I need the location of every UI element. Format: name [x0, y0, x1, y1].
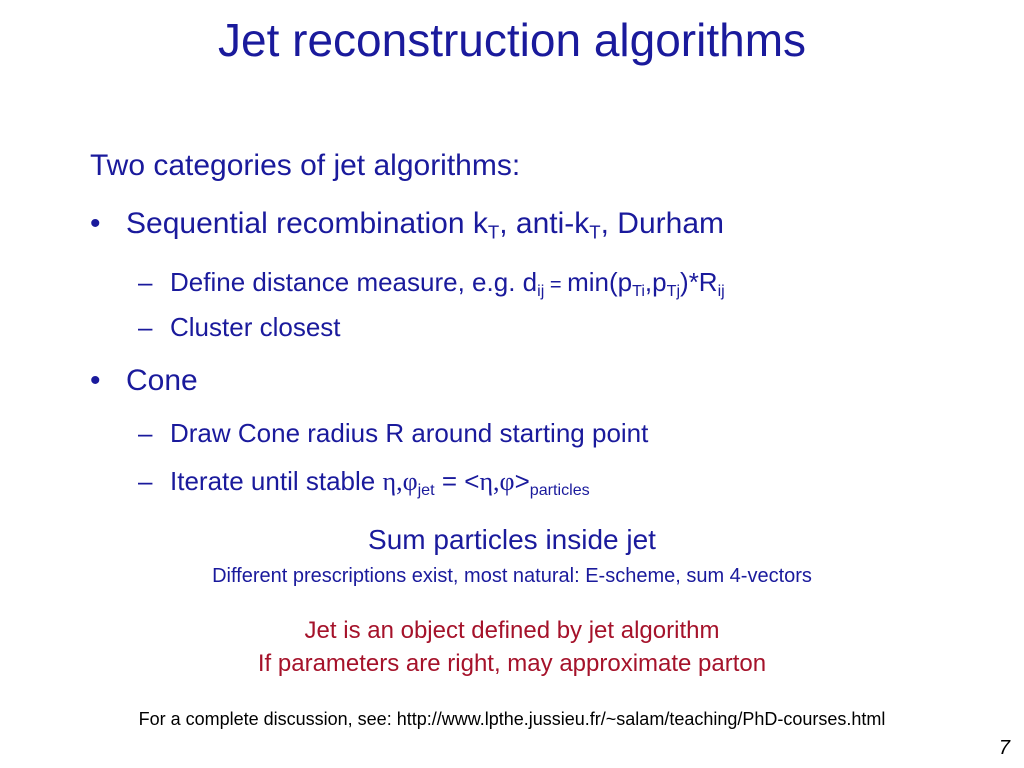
distance-sub-ij: ij — [537, 281, 545, 300]
sub-item-iterate — [138, 464, 590, 499]
remark-line-2: If parameters are right, may approximate parton — [257, 650, 767, 677]
bullet-sequential — [90, 204, 724, 244]
footer-reference: For a complete discussion, see: http://www.lpthe.jussieu.fr/~salam/teaching/PhD-courses.html — [138, 709, 886, 729]
distance-eq: = — [544, 274, 568, 296]
dash-icon: – — [138, 466, 153, 496]
distance-mid: min(p — [567, 267, 633, 297]
distance-pre: Define distance measure, e.g. d — [170, 267, 538, 297]
distance-sub-ij2: ij — [717, 281, 725, 300]
iterate-pre: Iterate until stable — [170, 466, 383, 496]
bullet-cone — [90, 361, 198, 401]
sub-jet: jet — [417, 480, 435, 499]
phi-symbol-2: φ — [499, 467, 515, 496]
intro-line: Two categories of jet algorithms: — [90, 149, 521, 182]
seq-text-pre: Sequential recombination k — [126, 207, 488, 240]
cone-label: Cone — [126, 364, 198, 397]
remark-line-1: Jet is an object defined by jet algorithm — [304, 617, 720, 644]
eta-symbol: η — [382, 467, 397, 496]
comma-symbol: , — [396, 467, 403, 496]
bullet-icon: • — [90, 207, 101, 240]
draw-cone-text: Draw Cone radius R around starting point — [170, 418, 649, 448]
sub-particles: particles — [529, 480, 590, 499]
seq-text-post: , Durham — [600, 207, 725, 240]
comma-symbol-2: , — [493, 467, 500, 496]
sub-item-cluster — [138, 310, 341, 344]
seq-text-mid: , anti-k — [499, 207, 590, 240]
distance-sub-ti: Ti — [632, 281, 645, 300]
note-sum-particles: Sum particles inside jet — [368, 524, 656, 555]
distance-comma: ,p — [644, 267, 667, 297]
phi-symbol: φ — [402, 467, 418, 496]
iterate-eq: = < — [434, 466, 480, 496]
dash-icon: – — [138, 418, 153, 448]
dash-icon: – — [138, 312, 153, 342]
sub-item-distance — [138, 265, 725, 302]
page-number: 7 — [998, 737, 1010, 759]
eta-symbol-2: η — [479, 467, 494, 496]
dash-icon: – — [138, 267, 153, 297]
sub-item-draw-cone — [138, 416, 648, 450]
iterate-close: > — [514, 466, 530, 496]
cluster-text: Cluster closest — [170, 312, 341, 342]
distance-sub-tj: Tj — [666, 281, 681, 300]
seq-sub-t1: T — [487, 221, 500, 243]
distance-end: )*R — [680, 267, 718, 297]
slide-title: Jet reconstruction algorithms — [217, 14, 807, 66]
note-prescriptions: Different prescriptions exist, most natural: E-scheme, sum 4-vectors — [212, 565, 812, 587]
seq-sub-t2: T — [589, 221, 601, 243]
bullet-icon: • — [90, 364, 101, 397]
